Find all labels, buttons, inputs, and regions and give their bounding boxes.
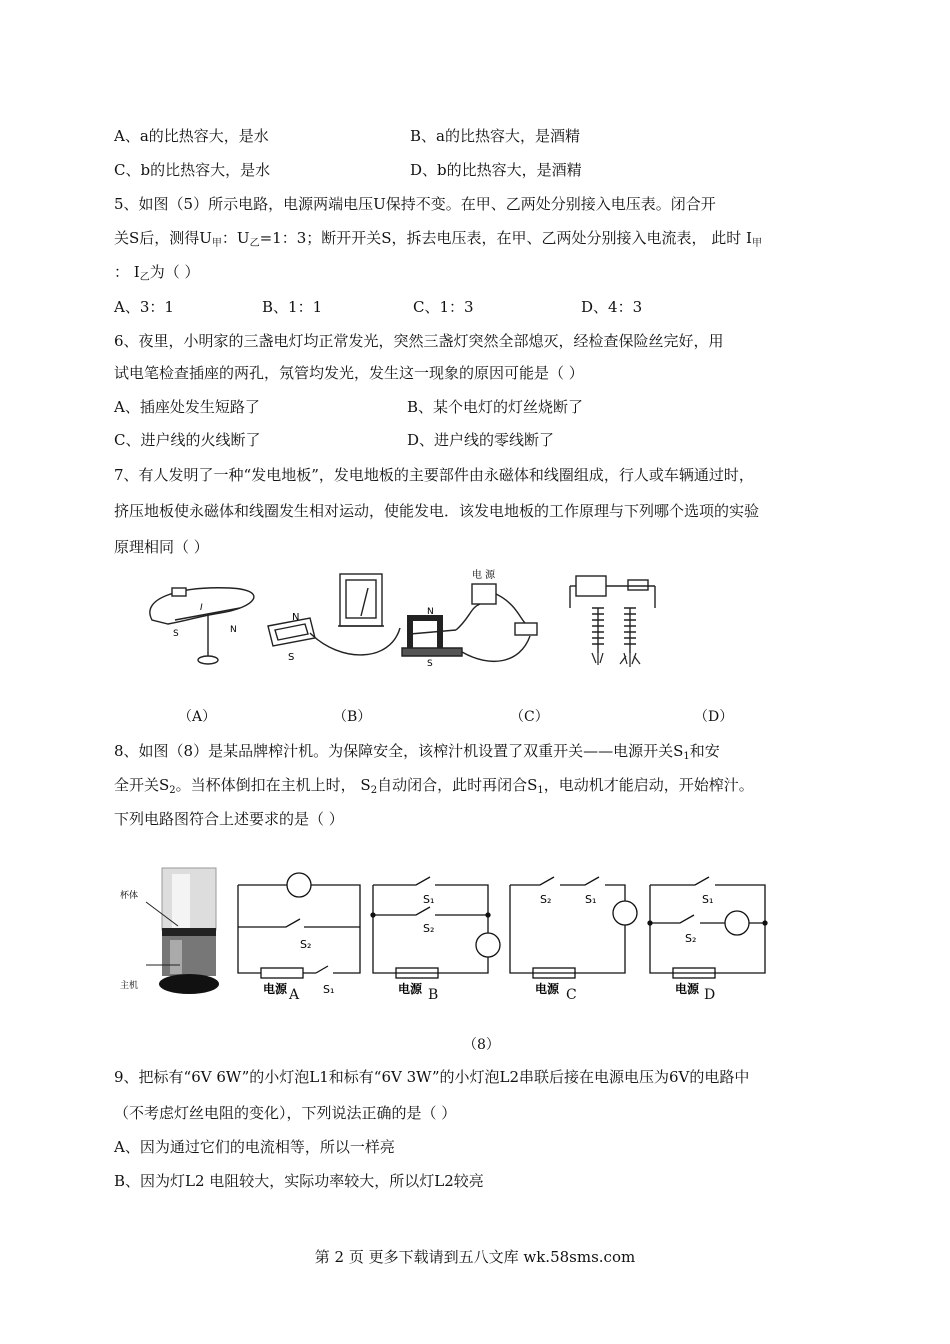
q8-caption-a: A (289, 987, 300, 1003)
q8-circuit-a-power: 电源 (263, 982, 288, 996)
q7-fig-a-wire-loop (150, 588, 254, 664)
page-footer: 第 2 页 更多下载请到五八文库 wk.58sms.com (314, 1248, 636, 1266)
q7-fig-c-power-label: 电 源 (472, 570, 496, 581)
q7-fig-d-electromagnets (570, 576, 655, 667)
q8-circuit-d-switch-s1: S₁ (702, 893, 714, 906)
q9-stem-line1: 9、把标有“6V 6W”的小灯泡L1和标有“6V 3W”的小灯泡L2串联后接在电源电压为6V的电路中 (114, 1068, 750, 1086)
q8-stem-line2: 全开关$S_2$。当杯体倒扣在主机上时， $S_2$自动闭合，此时再闭合$S_1$，电动机才能启动，开始榨汁。 (114, 776, 754, 796)
q7-fig-c-s-label: S (427, 659, 433, 669)
q8-caption-d: D (704, 987, 716, 1003)
q5-option-c: C、1：3 (413, 298, 474, 316)
q8-circuit-a-switch-s2: S₂ (300, 938, 312, 951)
q8-circuit-d-switch-s2: S₂ (685, 932, 697, 945)
q4-option-b: B、a的比热容大，是酒精 (410, 127, 580, 145)
q7-caption-c: （C） (510, 709, 549, 725)
q8-circuit-a-switch-s1: S₁ (323, 983, 335, 996)
q8-caption-b: B (428, 987, 439, 1003)
q7-fig-b-magnet (268, 618, 400, 655)
q7-fig-a-current-label: I (200, 603, 203, 613)
q8-circuit-c (510, 877, 637, 978)
q5-option-b: B、1：1 (262, 298, 323, 316)
q8-label-cup: 杯体 (120, 891, 139, 901)
q8-circuit-c-power: 电源 (535, 982, 560, 996)
q8-circuit-d-power: 电源 (675, 982, 700, 996)
q5-stem-line1: 5、如图（5）所示电路，电源两端电压U保持不变。在甲、乙两处分别接入电压表。闭合开 (114, 195, 716, 213)
q7-stem-line3: 原理相同（ ） (114, 538, 209, 556)
q4-option-c: C、b的比热容大，是水 (114, 161, 271, 179)
q7-figures (140, 568, 670, 678)
q8-circuit-c-switch-s1: S₁ (585, 893, 597, 906)
q6-option-b: B、某个电灯的灯丝烧断了 (407, 398, 584, 416)
q8-circuit-b-switch-s1: S₁ (423, 893, 435, 906)
q6-stem-line2: 试电笔检查插座的两孔，氖管均发光，发生这一现象的原因可能是（ ） (114, 364, 584, 382)
q8-stem-line1: 8、如图（8）是某品牌榨汁机。为保障安全，该榨汁机设置了双重开关——电源开关$S_1$和安 (114, 742, 720, 762)
q8-figure (120, 860, 790, 1010)
q7-caption-a: （A） (178, 709, 217, 725)
q8-caption-c: C (566, 987, 577, 1003)
q9-option-b: B、因为灯L2 电阻较大，实际功率较大，所以灯L2较亮 (114, 1172, 484, 1190)
q9-option-a: A、因为通过它们的电流相等，所以一样亮 (114, 1138, 395, 1156)
q7-fig-c-n-label: N (427, 607, 434, 617)
q8-stem-line3: 下列电路图符合上述要求的是（ ） (114, 810, 344, 828)
q8-circuit-b-power: 电源 (398, 982, 423, 996)
q8-circuit-a (238, 873, 360, 978)
q7-caption-b: （B） (333, 709, 372, 725)
q6-option-d: D、进户线的零线断了 (407, 431, 555, 449)
q8-juicer-image (146, 868, 219, 994)
q7-fig-b-n-label: N (292, 612, 300, 623)
q5-option-d: D、4：3 (581, 298, 643, 316)
q5-stem-line2: 关S后，测得$U_甲$：$U_乙=1$：3；断开开关S，拆去电压表，在甲、乙两处分别接入电流表， 此时 $I_甲$ (114, 229, 762, 249)
q5-option-a: A、3：1 (114, 298, 174, 316)
q8-circuit-b (371, 877, 500, 978)
q8-circuit-c-switch-s2: S₂ (540, 893, 552, 906)
q6-option-c: C、进户线的火线断了 (114, 431, 261, 449)
q7-stem-line2: 挤压地板使永磁体和线圈发生相对运动，使能发电．该发电地板的工作原理与下列哪个选项的实验 (114, 502, 760, 520)
q7-caption-d: （D） (694, 709, 734, 725)
q5-stem-line3: ： $I_乙$为（ ） (114, 263, 200, 283)
q8-circuit-b-switch-s2: S₂ (423, 922, 435, 935)
q7-fig-c-apparatus (402, 584, 537, 661)
q6-option-a: A、插座处发生短路了 (114, 398, 260, 416)
q7-fig-a-s-label: S (173, 629, 179, 639)
q6-stem-line1: 6、夜里，小明家的三盏电灯均正常发光，突然三盏灯突然全部熄灭，经检查保险丝完好，用 (114, 332, 724, 350)
q8-label-body: 主机 (120, 981, 139, 991)
q4-option-d: D、b的比热容大，是酒精 (410, 161, 582, 179)
q9-stem-line2: （不考虑灯丝电阻的变化），下列说法正确的是（ ） (114, 1104, 457, 1122)
q7-fig-b-s-label: S (288, 652, 295, 663)
q7-fig-b-galvanometer (338, 574, 384, 626)
q4-option-a: A、a的比热容大，是水 (114, 127, 269, 145)
q7-stem-line1: 7、有人发明了一种“发电地板”，发电地板的主要部件由永磁体和线圈组成，行人或车辆通过时， (114, 466, 754, 484)
q8-figure-caption: （8） (463, 1037, 500, 1053)
q7-fig-a-n-label: N (230, 625, 237, 635)
